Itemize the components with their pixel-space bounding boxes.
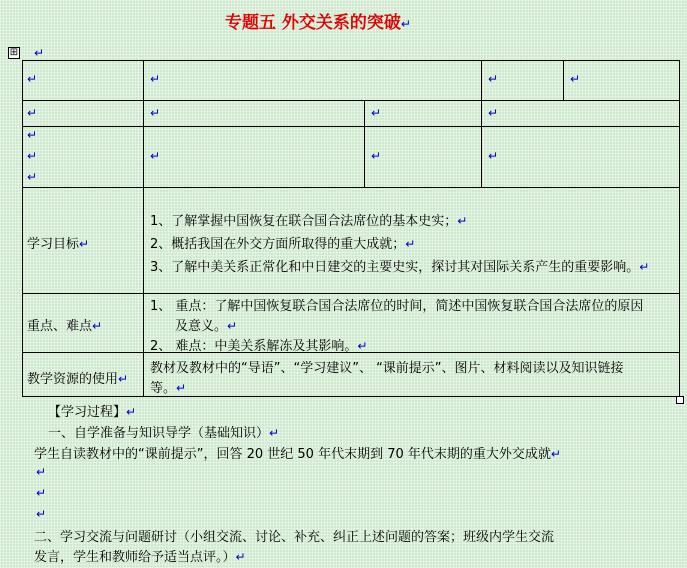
- cell-mark: ↵: [150, 106, 161, 120]
- cell-mark: ↵: [371, 149, 382, 163]
- goals-label: 学习目标↵: [27, 237, 90, 252]
- cell-mark: ↵: [27, 106, 38, 120]
- cell-mark: ↵: [27, 72, 38, 86]
- process-heading: 【学习过程】↵: [48, 405, 137, 420]
- empty-paragraph: ↵: [36, 507, 47, 521]
- section-heading: 一、自学准备与知识导学（基础知识）↵: [48, 426, 280, 441]
- cell-mark: ↵: [570, 72, 581, 86]
- cell-mark: ↵: [150, 149, 161, 163]
- table-move-handle-icon[interactable]: ⊞: [9, 47, 19, 58]
- cell-mark: ↵: [150, 72, 161, 86]
- cell-mark: ↵: [488, 106, 499, 120]
- section-heading-continued: 发言，学生和教师给予适当点评。）↵: [34, 550, 246, 565]
- empty-paragraph: ↵: [36, 486, 47, 500]
- table-resize-handle[interactable]: [676, 396, 684, 404]
- key-point-item: 2、 难点：中美关系解冻及其影响。↵: [150, 339, 368, 354]
- cell-mark: ↵: [488, 72, 499, 86]
- goal-item: 3、了解中美关系正常化和中日建交的主要史实，探讨其对国际关系产生的重要影响。↵: [150, 260, 650, 275]
- section-text: 学生自读教材中的“课前提示”，回答 20 世纪 50 年代末期到 70 年代末期的重大外交成就↵: [34, 447, 561, 462]
- section-heading: 二、学习交流与问题研讨（小组交流、讨论、补充、纠正上述问题的答案；班级内学生交流: [34, 530, 555, 545]
- key-point-item-continued: 及意义。↵: [175, 319, 238, 334]
- resources-text-continued: 等。↵: [150, 381, 187, 396]
- cell-mark: ↵: [488, 149, 499, 163]
- goal-item: 2、概括我国在外交方面所取得的重大成就；↵: [150, 237, 416, 252]
- key-point-item: 1、 重点：了解中国恢复联合国合法席位的时间，简述中国恢复联合国合法席位的原因: [150, 299, 644, 314]
- cell-mark: ↵: [371, 106, 382, 120]
- cell-mark: ↵: [27, 170, 38, 184]
- paragraph-mark: ↵: [34, 46, 45, 60]
- resources-label: 教学资源的使用↵: [27, 372, 129, 387]
- cell-mark: ↵: [27, 149, 38, 163]
- empty-paragraph: ↵: [36, 465, 47, 479]
- key-points-label: 重点、难点↵: [27, 319, 103, 334]
- goal-item: 1、了解掌握中国恢复在联合国合法席位的基本史实；↵: [150, 214, 468, 229]
- resources-text: 教材及教材中的“导语”、“学习建议”、 “课前提示”、图片、材料阅读以及知识链接: [150, 361, 624, 376]
- cell-mark: ↵: [27, 128, 38, 142]
- page-title: 专题五 外交关系的突破↵: [225, 13, 411, 33]
